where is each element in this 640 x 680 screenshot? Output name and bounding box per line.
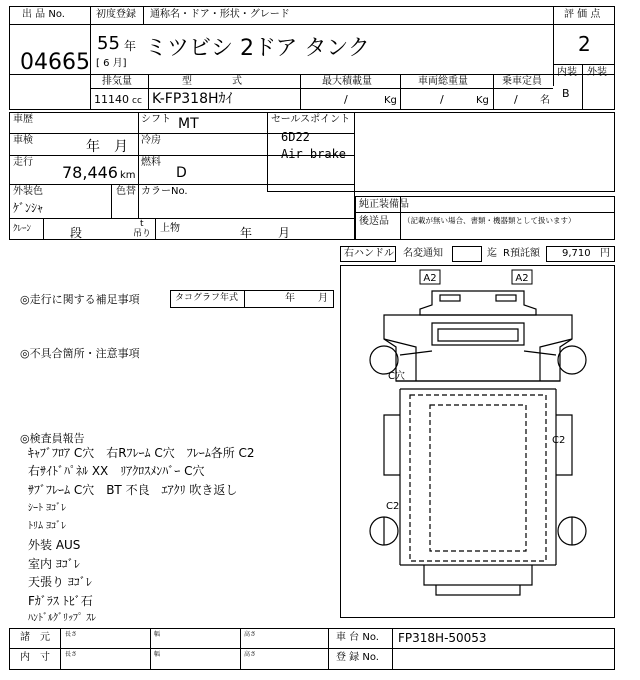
r-deposit: 9,710	[562, 248, 591, 259]
mileage: 78,446	[62, 163, 118, 182]
width-label: 幅	[154, 631, 161, 638]
yen-unit: 円	[600, 248, 610, 259]
ext-color: ｹﾞﾝｼｬ	[13, 201, 44, 215]
fuel: D	[176, 165, 187, 181]
inspector-line: ﾊﾝﾄﾞﾙｸﾞﾘｯﾌﾟ ｽﾚ	[28, 613, 97, 624]
interior-label: 内装	[557, 67, 577, 78]
registration-no-label: 登 録 No.	[336, 652, 379, 663]
car-name: ミツビシ 2ドア タンク	[145, 36, 370, 61]
gross-weight-label: 車両総重量	[418, 76, 468, 87]
tachograph-label: タコグラフ年式	[175, 293, 239, 303]
crane-hang: 吊り	[133, 229, 152, 239]
max-load: /	[344, 93, 348, 106]
crane-steps: 段	[70, 226, 83, 240]
grade: 2	[578, 32, 591, 56]
interior-grade: B	[562, 87, 570, 100]
shift-label: シフト	[141, 114, 171, 125]
mileage-label: 走行	[13, 157, 33, 168]
first-reg-year: 55	[97, 33, 120, 54]
ac-label: 冷房	[141, 135, 161, 146]
sales-point-label: セールスポイント	[271, 114, 351, 125]
exterior-label: 外装	[587, 67, 607, 78]
inspection-label: 車検	[13, 135, 33, 146]
history-label: 車歴	[13, 114, 33, 125]
inspector-line: 右ｻｲﾄﾞﾊﾟﾈﾙ XX ﾘｱｸﾛｽﾒﾝﾊﾞｰ C穴	[28, 464, 205, 478]
chassis-no: FP318H-50053	[398, 631, 487, 645]
after-items-note: （記載が無い場合、書類・機器類として扱います）	[403, 216, 576, 225]
steering: 右ハンドル	[344, 248, 394, 259]
km-unit: km	[120, 170, 136, 181]
kg-unit-1: Kg	[384, 95, 397, 106]
person-unit: 名	[540, 95, 550, 106]
damage-mark-c2-right: C2	[552, 435, 566, 446]
capacity-label: 乗車定員	[502, 76, 542, 87]
after-items-label: 後送品	[359, 216, 389, 227]
damage-mark-c2-left: C2	[386, 501, 400, 512]
specs-label: 諸 元	[20, 632, 50, 643]
model-label: 型 式	[182, 76, 242, 87]
damage-mark-a2-left: A2	[423, 273, 437, 284]
capacity: /	[514, 93, 518, 106]
crane-label: ｸﾚｰﾝ	[13, 224, 32, 234]
ext-color-label: 外装色	[13, 186, 43, 197]
inspector-line: ｻﾌﾞﾌﾚｰﾑ C穴 BT 不良 ｴｱｸﾘ 吹き返し	[28, 483, 238, 497]
sales-point-line-1: 6D22	[281, 130, 310, 144]
cc-unit: cc	[132, 96, 142, 106]
car-name-label: 通称名・ドア・形状・グレード	[150, 9, 290, 20]
damage-mark-c-hole: C穴	[388, 371, 405, 382]
inspector-line: ｷｬﾌﾞﾌﾛｱ C穴 右Rﾌﾚｰﾑ C穴 ﾌﾚｰﾑ各所 C2	[28, 446, 255, 460]
max-load-label: 最大積載量	[322, 76, 372, 87]
fuel-label: 燃料	[141, 157, 161, 168]
length-label: 長さ	[65, 631, 78, 638]
model: K-FP318Hｶｲ	[152, 91, 233, 107]
grade-label: 評 価 点	[564, 9, 601, 20]
color-change-label: 色替	[116, 186, 136, 197]
upper-year: 年	[240, 226, 253, 240]
name-change-box	[452, 246, 482, 262]
sales-point-line-2: Air brake	[281, 147, 347, 161]
shift: MT	[178, 116, 199, 132]
lot-no: 04665	[20, 50, 90, 75]
inspector-label: ◎検査員報告	[20, 432, 85, 445]
tachograph-year: 年	[285, 293, 295, 304]
height-label: 高さ	[244, 631, 257, 638]
first-reg-month: [ 6 月]	[96, 58, 127, 69]
inspection-year: 年	[86, 139, 100, 155]
crane-t: t	[140, 219, 144, 229]
upper-month: 月	[278, 226, 291, 240]
length-label-2: 長さ	[65, 651, 78, 658]
inspector-line: ｼｰﾄ ﾖｺﾞﾚ	[28, 503, 67, 514]
color-no-label: カラーNo.	[141, 186, 188, 197]
lot-no-label: 出 品 No.	[22, 9, 65, 20]
deduct-label: 迄	[487, 248, 497, 259]
inspector-line: 室内 ﾖｺﾞﾚ	[28, 557, 80, 571]
running-notes-label: ◎走行に関する補足事項	[20, 293, 140, 306]
tachograph-month: 月	[318, 293, 328, 304]
inspection-month: 月	[114, 139, 128, 155]
inspector-line: 天張り ﾖｺﾞﾚ	[28, 575, 92, 589]
displacement: 11140	[94, 93, 129, 106]
name-change-label: 名変通知	[403, 248, 443, 259]
displacement-label: 排気量	[102, 76, 132, 87]
kg-unit-2: Kg	[476, 95, 489, 106]
std-equipment-label: 純正装備品	[359, 199, 409, 210]
defects-label: ◎不具合箇所・注意事項	[20, 347, 140, 360]
footer-frame	[9, 628, 615, 670]
inspector-line: Fｶﾞﾗｽ ﾄﾋﾞ石	[28, 594, 93, 608]
chassis-no-label: 車 台 No.	[336, 632, 379, 643]
r-deposit-label: R預託額	[503, 248, 540, 259]
first-reg-label: 初度登録	[96, 9, 136, 20]
inspector-line: 外装 AUS	[28, 538, 81, 552]
width-label-2: 幅	[154, 651, 161, 658]
year-unit: 年	[124, 39, 137, 53]
height-label-2: 高さ	[244, 651, 257, 658]
inspector-line: ﾄﾘﾑ ﾖｺﾞﾚ	[28, 521, 67, 532]
gross-weight: /	[440, 93, 444, 106]
inner-dims-label: 内 寸	[20, 652, 50, 663]
truck-diagram	[340, 265, 615, 618]
damage-mark-a2-right: A2	[515, 273, 529, 284]
upper-label: 上物	[160, 223, 180, 234]
